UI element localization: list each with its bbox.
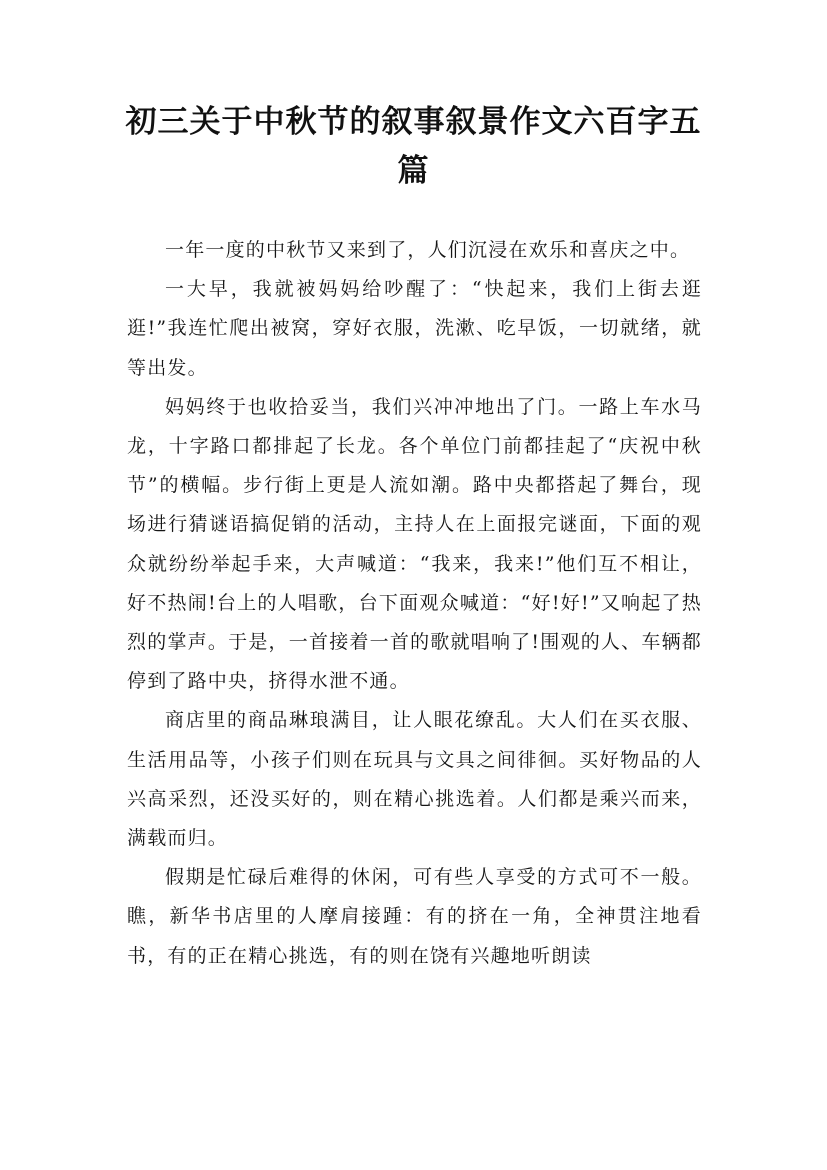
- paragraph: 妈妈终于也收拾妥当，我们兴冲冲地出了门。一路上车水马龙，十字路口都排起了长龙。各个单位门前都挂起了“庆祝中秋节”的横幅。步行街上更是人流如潮。路中央都搭起了舞台，现场进行猜谜语搞促销的活动，主持人在上面报完谜面，下面的观众就纷纷举起手来，大声喊道：“我来，我来!”他们互不相让，好不热闹!台上的人唱歌，台下面观众喊道：“好!好!”又响起了热烈的掌声。于是，一首接着一首的歌就唱响了!围观的人、车辆都停到了路中央，挤得水泄不通。: [127, 395, 702, 693]
- document-body: [127, 231, 702, 976]
- paragraph: 假期是忙碌后难得的休闲，可有些人享受的方式可不一般。瞧，新华书店里的人摩肩接踵：有的挤在一角，全神贯注地看书，有的正在精心挑选，有的则在饶有兴趣地听朗读: [127, 866, 702, 967]
- paragraph: 一年一度的中秋节又来到了，人们沉浸在欢乐和喜庆之中。: [165, 239, 691, 261]
- paragraph: 一大早，我就被妈妈给吵醒了：“快起来，我们上街去逛逛!”我连忙爬出被窝，穿好衣服，洗漱、吃早饭，一切就绪，就等出发。: [127, 278, 702, 379]
- document-title: 初三关于中秋节的叙事叙景作文六百字五篇: [125, 104, 702, 189]
- paragraph: 商店里的商品琳琅满目，让人眼花缭乱。大人们在买衣服、生活用品等，小孩子们则在玩具与文具之间徘徊。买好物品的人兴高采烈，还没买好的，则在精心挑选着。人们都是乘兴而来，满载而归。: [127, 709, 702, 850]
